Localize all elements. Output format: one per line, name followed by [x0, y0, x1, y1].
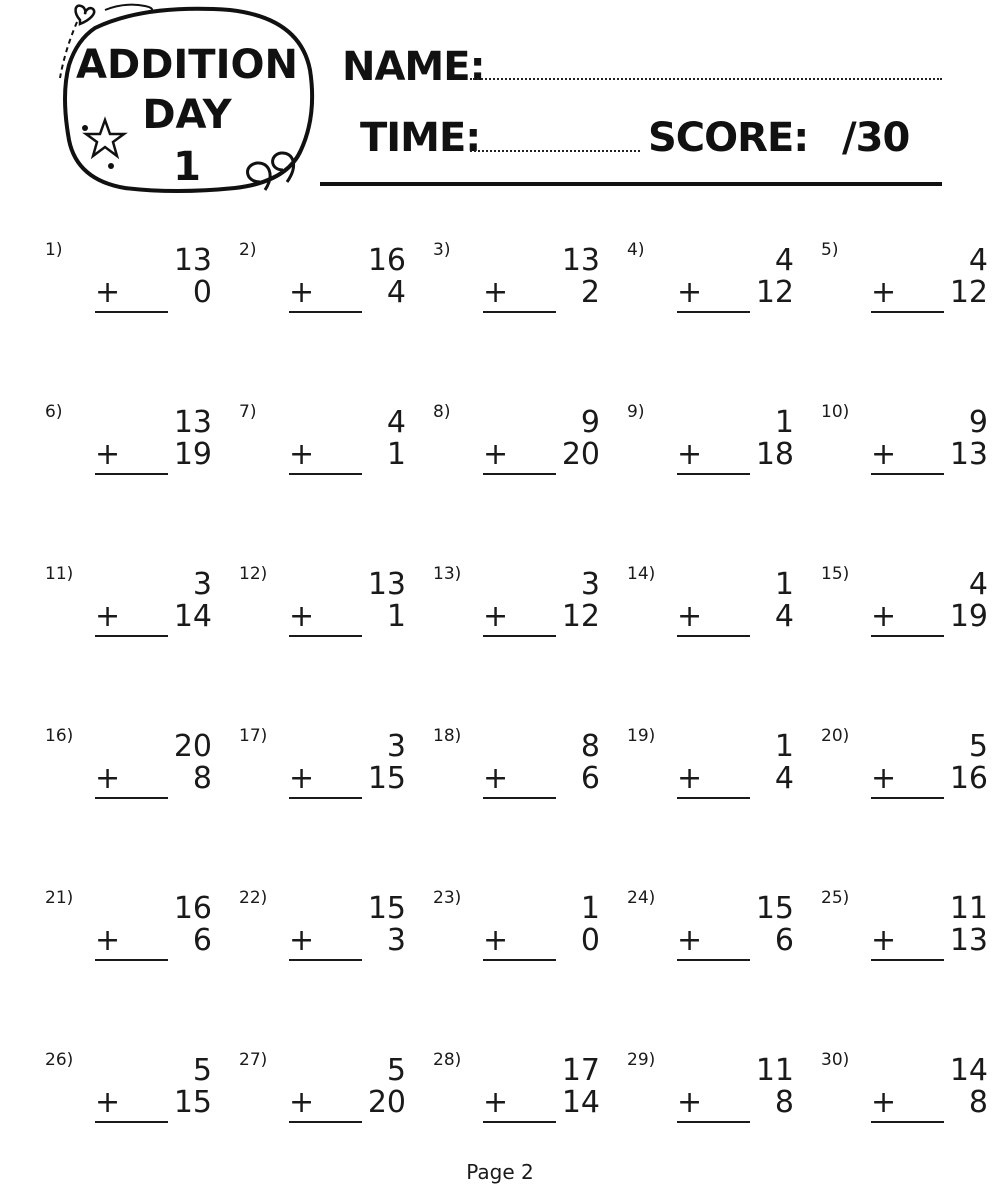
- problem-number: 11): [45, 564, 74, 584]
- first-addend: 16: [173, 891, 212, 926]
- answer-line[interactable]: [871, 635, 944, 637]
- answer-line[interactable]: [95, 311, 168, 313]
- problem-number: 24): [627, 888, 656, 908]
- second-addend: 4: [774, 761, 794, 796]
- first-addend: 3: [192, 567, 212, 602]
- plus-sign: +: [871, 761, 897, 796]
- plus-sign: +: [677, 599, 703, 634]
- answer-line[interactable]: [871, 473, 944, 475]
- dot-icon: [82, 125, 88, 131]
- plus-sign: +: [483, 1085, 509, 1120]
- second-addend: 18: [755, 437, 794, 472]
- name-label: NAME:: [342, 44, 485, 90]
- first-addend: 4: [386, 405, 406, 440]
- plus-sign: +: [677, 761, 703, 796]
- logo-title-line2: DAY: [142, 92, 232, 138]
- plus-sign: +: [871, 923, 897, 958]
- answer-line[interactable]: [871, 959, 944, 961]
- answer-line[interactable]: [483, 473, 556, 475]
- first-addend: 13: [367, 567, 406, 602]
- second-addend: 20: [561, 437, 600, 472]
- first-addend: 5: [386, 1053, 406, 1088]
- problem-7: [239, 402, 414, 512]
- problem-8: [433, 402, 608, 512]
- answer-line[interactable]: [289, 1121, 362, 1123]
- problem-25: [821, 888, 996, 998]
- problem-17: [239, 726, 414, 836]
- answer-line[interactable]: [483, 635, 556, 637]
- first-addend: 4: [968, 243, 988, 278]
- answer-line[interactable]: [677, 473, 750, 475]
- name-field[interactable]: [470, 78, 942, 80]
- first-addend: 13: [561, 243, 600, 278]
- answer-line[interactable]: [677, 311, 750, 313]
- problem-24: [627, 888, 802, 998]
- dot-icon: [108, 163, 114, 169]
- problem-number: 25): [821, 888, 850, 908]
- problem-28: [433, 1050, 608, 1160]
- answer-line[interactable]: [483, 311, 556, 313]
- answer-line[interactable]: [871, 797, 944, 799]
- problem-number: 23): [433, 888, 462, 908]
- answer-line[interactable]: [95, 797, 168, 799]
- plus-sign: +: [871, 437, 897, 472]
- answer-line[interactable]: [677, 635, 750, 637]
- second-addend: 3: [386, 923, 406, 958]
- second-addend: 4: [774, 599, 794, 634]
- problem-number: 17): [239, 726, 268, 746]
- problem-4: [627, 240, 802, 350]
- problem-6: [45, 402, 220, 512]
- first-addend: 1: [774, 567, 794, 602]
- plus-sign: +: [677, 437, 703, 472]
- problem-number: 30): [821, 1050, 850, 1070]
- answer-line[interactable]: [871, 311, 944, 313]
- problem-number: 1): [45, 240, 63, 260]
- problem-2: [239, 240, 414, 350]
- problem-20: [821, 726, 996, 836]
- time-label: TIME:: [360, 115, 481, 161]
- plus-sign: +: [289, 1085, 315, 1120]
- problem-number: 14): [627, 564, 656, 584]
- problem-number: 4): [627, 240, 645, 260]
- first-addend: 20: [173, 729, 212, 764]
- second-addend: 15: [173, 1085, 212, 1120]
- problem-11: [45, 564, 220, 674]
- second-addend: 1: [386, 599, 406, 634]
- page-number: Page 2: [466, 1160, 534, 1184]
- score-total: /30: [842, 115, 910, 161]
- problem-number: 16): [45, 726, 74, 746]
- plus-sign: +: [483, 437, 509, 472]
- first-addend: 11: [755, 1053, 794, 1088]
- addition-day-logo: [55, 0, 320, 205]
- problem-number: 12): [239, 564, 268, 584]
- problem-12: [239, 564, 414, 674]
- second-addend: 8: [968, 1085, 988, 1120]
- answer-line[interactable]: [289, 635, 362, 637]
- second-addend: 4: [386, 275, 406, 310]
- first-addend: 14: [949, 1053, 988, 1088]
- first-addend: 3: [580, 567, 600, 602]
- second-addend: 6: [192, 923, 212, 958]
- first-addend: 4: [968, 567, 988, 602]
- second-addend: 19: [949, 599, 988, 634]
- plus-sign: +: [483, 923, 509, 958]
- problem-30: [821, 1050, 996, 1160]
- plus-sign: +: [289, 275, 315, 310]
- problem-number: 26): [45, 1050, 74, 1070]
- problem-3: [433, 240, 608, 350]
- problem-number: 27): [239, 1050, 268, 1070]
- plus-sign: +: [871, 275, 897, 310]
- problem-number: 29): [627, 1050, 656, 1070]
- problem-16: [45, 726, 220, 836]
- plus-sign: +: [95, 599, 121, 634]
- second-addend: 6: [580, 761, 600, 796]
- plus-sign: +: [95, 1085, 121, 1120]
- problem-26: [45, 1050, 220, 1160]
- second-addend: 0: [580, 923, 600, 958]
- answer-line[interactable]: [95, 1121, 168, 1123]
- problem-number: 28): [433, 1050, 462, 1070]
- first-addend: 13: [173, 405, 212, 440]
- problem-18: [433, 726, 608, 836]
- plus-sign: +: [95, 761, 121, 796]
- problem-number: 8): [433, 402, 451, 422]
- problem-number: 3): [433, 240, 451, 260]
- problem-29: [627, 1050, 802, 1160]
- problem-1: [45, 240, 220, 350]
- plus-sign: +: [677, 1085, 703, 1120]
- problem-number: 7): [239, 402, 257, 422]
- answer-line[interactable]: [483, 797, 556, 799]
- problem-10: [821, 402, 996, 512]
- plus-sign: +: [483, 275, 509, 310]
- first-addend: 3: [386, 729, 406, 764]
- plus-sign: +: [483, 599, 509, 634]
- time-field[interactable]: [470, 150, 640, 152]
- second-addend: 20: [367, 1085, 406, 1120]
- problem-5: [821, 240, 996, 350]
- problem-number: 6): [45, 402, 63, 422]
- plus-sign: +: [289, 923, 315, 958]
- first-addend: 1: [774, 405, 794, 440]
- first-addend: 4: [774, 243, 794, 278]
- header-divider: [320, 182, 942, 186]
- first-addend: 9: [968, 405, 988, 440]
- answer-line[interactable]: [483, 959, 556, 961]
- first-addend: 15: [367, 891, 406, 926]
- plus-sign: +: [289, 437, 315, 472]
- plus-sign: +: [95, 923, 121, 958]
- problem-number: 2): [239, 240, 257, 260]
- answer-line[interactable]: [677, 797, 750, 799]
- problem-number: 9): [627, 402, 645, 422]
- answer-line[interactable]: [483, 1121, 556, 1123]
- second-addend: 14: [173, 599, 212, 634]
- first-addend: 16: [367, 243, 406, 278]
- second-addend: 12: [755, 275, 794, 310]
- plus-sign: +: [289, 599, 315, 634]
- second-addend: 14: [561, 1085, 600, 1120]
- first-addend: 1: [580, 891, 600, 926]
- problem-number: 13): [433, 564, 462, 584]
- second-addend: 12: [561, 599, 600, 634]
- answer-line[interactable]: [289, 311, 362, 313]
- problem-number: 18): [433, 726, 462, 746]
- second-addend: 12: [949, 275, 988, 310]
- plus-sign: +: [677, 923, 703, 958]
- answer-line[interactable]: [871, 1121, 944, 1123]
- problem-number: 15): [821, 564, 850, 584]
- second-addend: 6: [774, 923, 794, 958]
- first-addend: 9: [580, 405, 600, 440]
- logo-day-number: 1: [173, 144, 201, 190]
- problem-number: 19): [627, 726, 656, 746]
- plus-sign: +: [871, 1085, 897, 1120]
- answer-line[interactable]: [95, 635, 168, 637]
- answer-line[interactable]: [95, 473, 168, 475]
- second-addend: 0: [192, 275, 212, 310]
- problem-number: 20): [821, 726, 850, 746]
- problem-19: [627, 726, 802, 836]
- problem-number: 10): [821, 402, 850, 422]
- plus-sign: +: [289, 761, 315, 796]
- logo-title-line1: ADDITION: [76, 42, 298, 88]
- score-label: SCORE:: [648, 115, 809, 161]
- problem-number: 21): [45, 888, 74, 908]
- second-addend: 8: [192, 761, 212, 796]
- problem-15: [821, 564, 996, 674]
- first-addend: 5: [968, 729, 988, 764]
- answer-line[interactable]: [677, 959, 750, 961]
- problem-22: [239, 888, 414, 998]
- problem-9: [627, 402, 802, 512]
- first-addend: 1: [774, 729, 794, 764]
- answer-line[interactable]: [289, 959, 362, 961]
- plus-sign: +: [95, 275, 121, 310]
- second-addend: 2: [580, 275, 600, 310]
- heart-icon: [76, 6, 95, 24]
- second-addend: 1: [386, 437, 406, 472]
- second-addend: 13: [949, 437, 988, 472]
- plus-sign: +: [95, 437, 121, 472]
- first-addend: 13: [173, 243, 212, 278]
- first-addend: 17: [561, 1053, 600, 1088]
- first-addend: 15: [755, 891, 794, 926]
- problem-number: 22): [239, 888, 268, 908]
- second-addend: 16: [949, 761, 988, 796]
- answer-line[interactable]: [289, 797, 362, 799]
- second-addend: 19: [173, 437, 212, 472]
- first-addend: 11: [949, 891, 988, 926]
- problem-number: 5): [821, 240, 839, 260]
- answer-line[interactable]: [289, 473, 362, 475]
- answer-line[interactable]: [677, 1121, 750, 1123]
- second-addend: 13: [949, 923, 988, 958]
- first-addend: 5: [192, 1053, 212, 1088]
- answer-line[interactable]: [95, 959, 168, 961]
- plus-sign: +: [483, 761, 509, 796]
- second-addend: 15: [367, 761, 406, 796]
- problem-21: [45, 888, 220, 998]
- plus-sign: +: [871, 599, 897, 634]
- problem-14: [627, 564, 802, 674]
- problem-27: [239, 1050, 414, 1160]
- second-addend: 8: [774, 1085, 794, 1120]
- first-addend: 8: [580, 729, 600, 764]
- plus-sign: +: [677, 275, 703, 310]
- problem-13: [433, 564, 608, 674]
- problem-23: [433, 888, 608, 998]
